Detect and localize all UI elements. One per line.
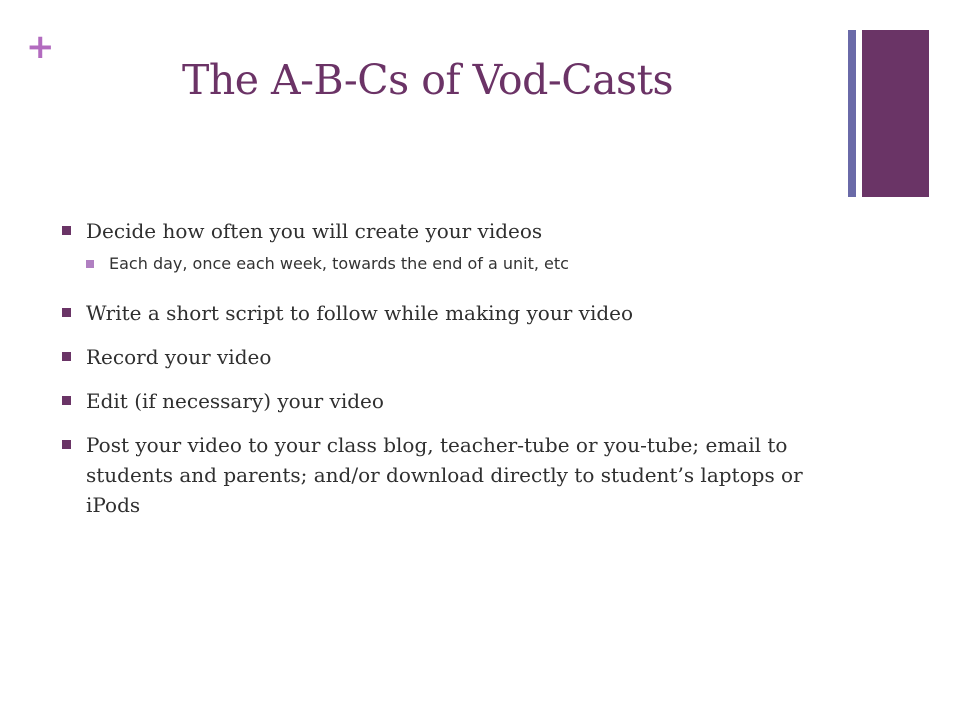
square-bullet-icon [62,308,71,317]
square-bullet-icon [86,260,94,268]
bullet-item [62,430,822,520]
square-bullet-icon [62,352,71,361]
plus-icon: + [26,27,55,67]
bullet-item [62,298,822,328]
bullet-text: Each day, once each week, towards the end of a unit, etc [109,254,569,273]
bullet-item [62,216,822,246]
square-bullet-icon [62,396,71,405]
bullet-item [62,342,822,372]
square-bullet-icon [62,440,71,449]
bullet-text: Write a short script to follow while making your video [86,301,634,325]
bullet-text: Post your video to your class blog, teacher-tube or you-tube; email to students and parents; and/or download directly to student’s laptops or iPods [86,433,803,517]
bullet-list [62,216,822,534]
bullet-item [62,386,822,416]
accent-bar-wide [862,30,929,197]
bullet-text: Edit (if necessary) your video [86,389,384,413]
bullet-text: Record your video [86,345,272,369]
square-bullet-icon [62,226,71,235]
bullet-text: Decide how often you will create your videos [86,219,543,243]
sub-bullet-item [62,252,822,276]
slide-title: The A-B-Cs of Vod-Casts [182,56,674,104]
accent-bar-thin [848,30,856,197]
